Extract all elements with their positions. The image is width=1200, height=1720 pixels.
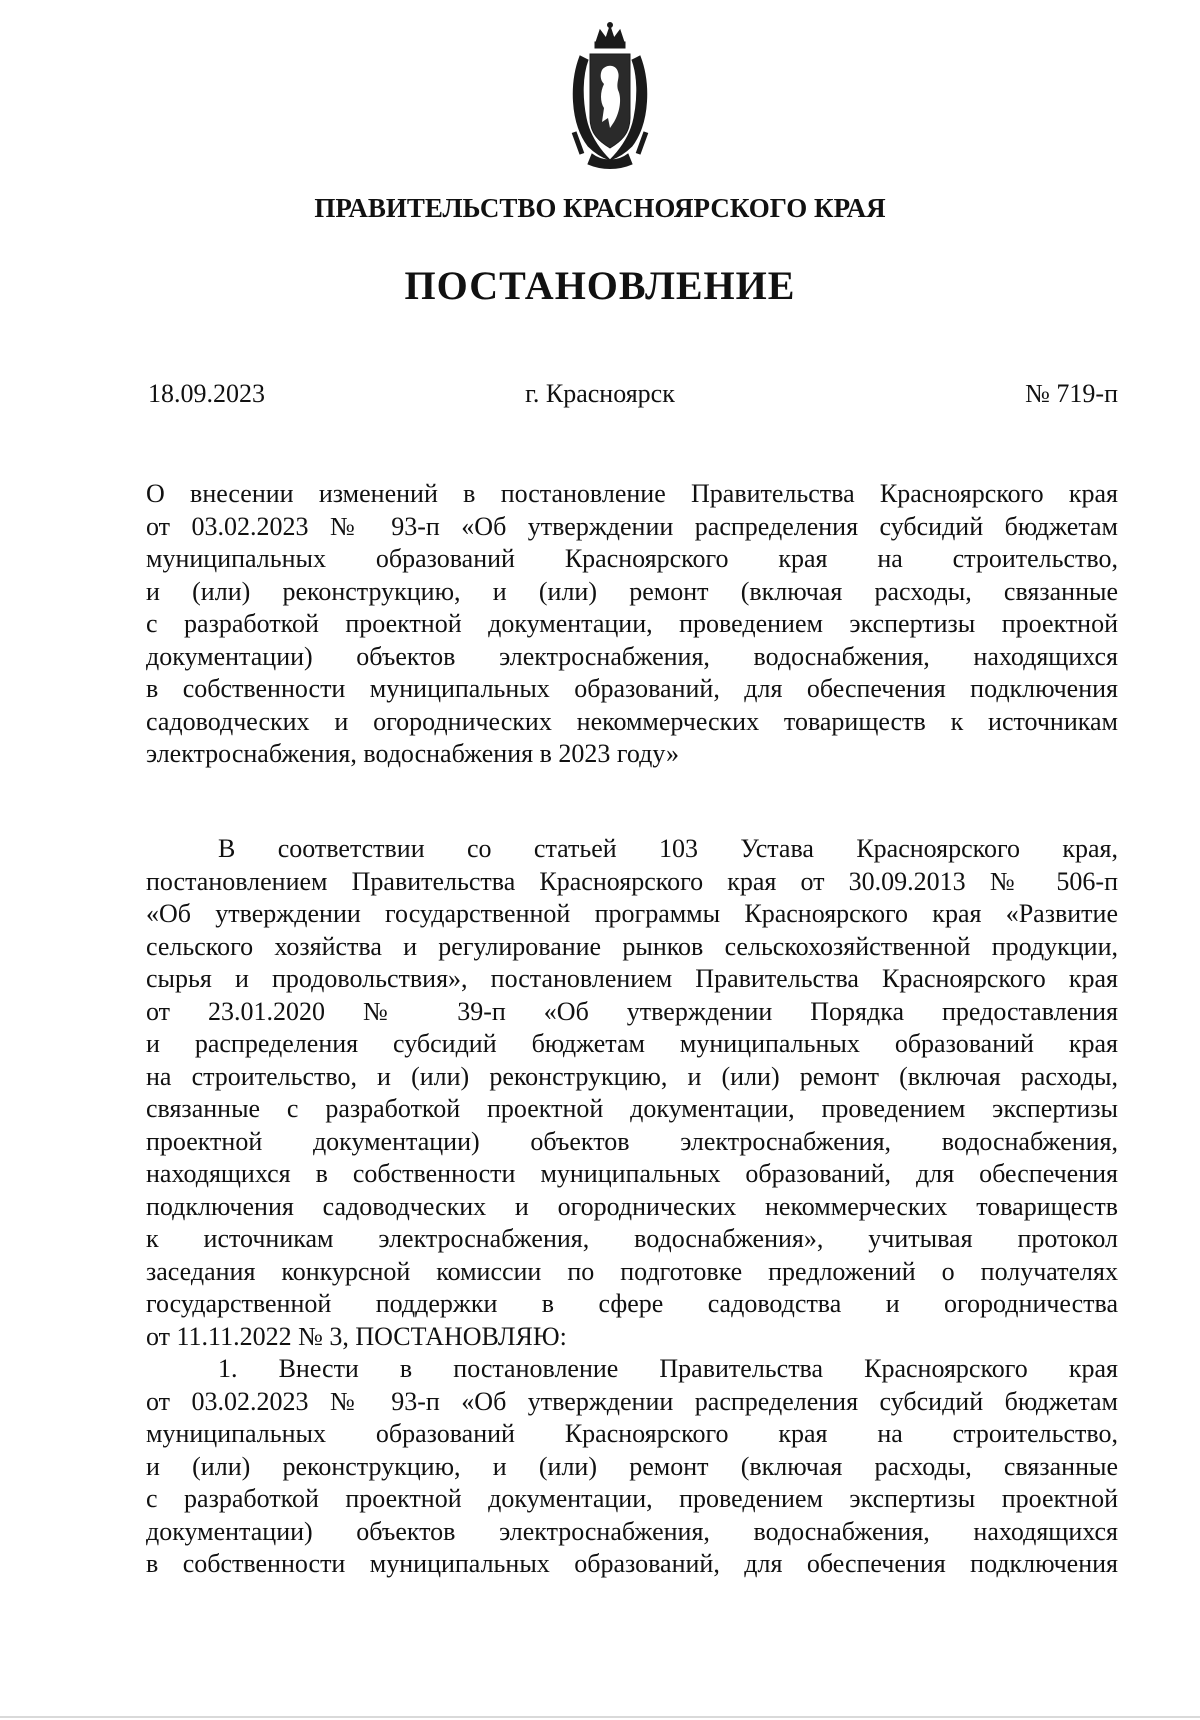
body-line: к источникам электроснабжения, водоснабжения», учитывая протокол bbox=[146, 1224, 1118, 1253]
subject-line: садоводческих и огороднических некоммерческих товариществ к источникам bbox=[146, 706, 1118, 736]
body-line: от 11.11.2022 № 3, ПОСТАНОВЛЯЮ: bbox=[146, 1321, 567, 1351]
body-line: муниципальных образований Красноярского края на строительство, bbox=[146, 1419, 1118, 1448]
body-line: и (или) реконструкцию, и (или) ремонт (включая расходы, связанные bbox=[146, 1451, 1118, 1481]
document-date: 18.09.2023 bbox=[148, 379, 265, 408]
body-line: государственной поддержки в сфере садоводства и огородничества bbox=[146, 1289, 1118, 1318]
subject-line: электроснабжения, водоснабжения в 2023 году» bbox=[146, 739, 680, 768]
body-line: заседания конкурсной комиссии по подготовке предложений о получателях bbox=[146, 1256, 1118, 1286]
subject-line: и (или) реконструкцию, и (или) ремонт (включая расходы, связанные bbox=[146, 576, 1118, 606]
body-line: в собственности муниципальных образований, для обеспечения подключения bbox=[146, 1549, 1118, 1578]
coat-of-arms-icon bbox=[566, 22, 654, 170]
subject-line: муниципальных образований Красноярского края на строительство, bbox=[146, 544, 1118, 573]
subject-line: с разработкой проектной документации, проведением экспертизы проектной bbox=[146, 609, 1118, 638]
document-subject bbox=[146, 478, 1118, 771]
body-line: сельского хозяйства и регулирование рынков сельскохозяйственной продукции, bbox=[146, 931, 1118, 961]
body-line: от 23.01.2020 № 39-п «Об утверждении Порядка предоставления bbox=[146, 996, 1118, 1026]
government-name: ПРАВИТЕЛЬСТВО КРАСНОЯРСКОГО КРАЯ bbox=[314, 193, 886, 223]
page-bottom-edge bbox=[0, 1716, 1200, 1718]
body-line: 1. Внести в постановление Правительства Красноярского края bbox=[218, 1354, 1118, 1383]
body-line: на строительство, и (или) реконструкцию, и (или) ремонт (включая расходы, bbox=[146, 1061, 1118, 1091]
subject-line: от 03.02.2023 № 93-п «Об утверждении распределения субсидий бюджетам bbox=[146, 511, 1118, 541]
body-line: подключения садоводческих и огороднических некоммерческих товариществ bbox=[146, 1191, 1118, 1221]
body-line: документации) объектов электроснабжения, водоснабжения, находящихся bbox=[146, 1516, 1118, 1546]
body-line: проектной документации) объектов электроснабжения, водоснабжения, bbox=[146, 1126, 1118, 1156]
subject-line: в собственности муниципальных образований, для обеспечения подключения bbox=[146, 674, 1118, 703]
body-line: с разработкой проектной документации, проведением экспертизы проектной bbox=[146, 1484, 1118, 1513]
document-type-title: ПОСТАНОВЛЕНИЕ bbox=[404, 263, 796, 308]
body-line: и распределения субсидий бюджетам муниципальных образований края bbox=[146, 1029, 1118, 1058]
document-body bbox=[146, 833, 1118, 1581]
body-line: постановлением Правительства Красноярского края от 30.09.2013 № 506-п bbox=[146, 866, 1118, 896]
body-line: «Об утверждении государственной программы Красноярского края «Развитие bbox=[146, 899, 1118, 928]
subject-line: О внесении изменений в постановление Правительства Красноярского края bbox=[146, 479, 1118, 508]
body-line: связанные с разработкой проектной документации, проведением экспертизы bbox=[146, 1094, 1118, 1123]
document-city: г. Красноярск bbox=[525, 379, 675, 408]
body-line: В соответствии со статьей 103 Устава Красноярского края, bbox=[218, 834, 1118, 863]
document-number: № 719-п bbox=[1025, 379, 1118, 408]
subject-line: документации) объектов электроснабжения, водоснабжения, находящихся bbox=[146, 641, 1118, 671]
body-line: сырья и продовольствия», постановлением Правительства Красноярского края bbox=[146, 964, 1118, 993]
body-line: от 03.02.2023 № 93-п «Об утверждении распределения субсидий бюджетам bbox=[146, 1386, 1118, 1416]
body-line: находящихся в собственности муниципальных образований, для обеспечения bbox=[146, 1159, 1118, 1188]
